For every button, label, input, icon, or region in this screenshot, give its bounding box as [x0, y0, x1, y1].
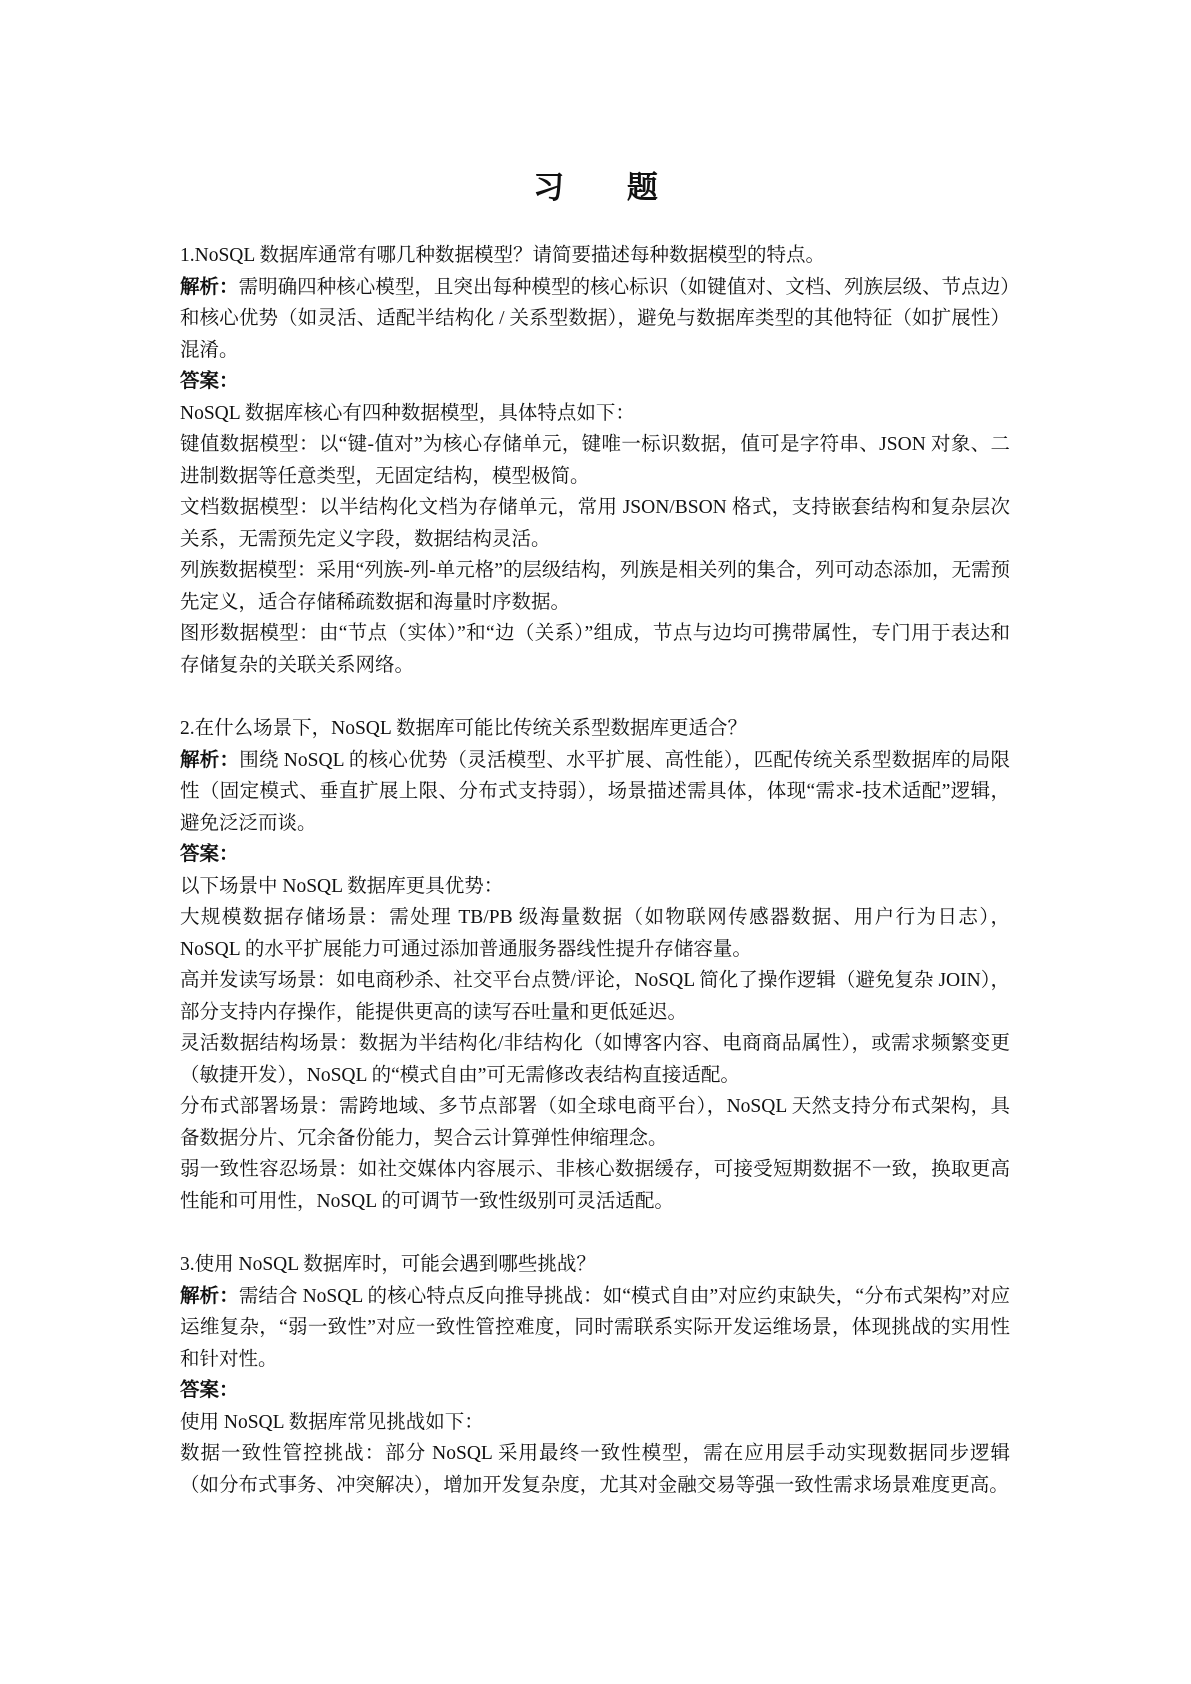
answer-line: 使用 NoSQL 数据库常见挑战如下：: [180, 1411, 484, 1433]
analysis-label: 解析：: [180, 1285, 239, 1307]
answer-line: 以下场景中 NoSQL 数据库更具优势：: [180, 875, 504, 897]
analysis-text: 围绕 NoSQL 的核心优势（灵活模型、水平扩展、高性能），匹配传统关系型数据库的局限性（固定模式、垂直扩展上限、分布式支持弱），场景描述需具体，体现“需求-技术适配”逻辑，避免泛泛而谈。: [180, 749, 1010, 834]
question-block: [180, 1249, 1010, 1501]
answer-label: 答案：: [180, 844, 239, 865]
answer-label: 答案：: [180, 371, 239, 392]
question-text: 2.在什么场景下，NoSQL 数据库可能比传统关系型数据库更适合？: [180, 718, 747, 739]
answer-line: 大规模数据存储场景：需处理 TB/PB 级海量数据（如物联网传感器数据、用户行为日志），NoSQL 的水平扩展能力可通过添加普通服务器线性提升存储容量。: [180, 907, 1010, 960]
answer-line: 文档数据模型：以半结构化文档为存储单元，常用 JSON/BSON 格式，支持嵌套结构和复杂层次关系，无需预先定义字段，数据结构灵活。: [180, 497, 1010, 550]
exercise-content: [180, 240, 1010, 1501]
analysis-text: 需明确四种核心模型，且突出每种模型的核心标识（如键值对、文档、列族层级、节点边）和核心优势（如灵活、适配半结构化 / 关系型数据），避免与数据库类型的其他特征（如扩展性）混淆。: [180, 276, 1010, 361]
answer-line: 弱一致性容忍场景：如社交媒体内容展示、非核心数据缓存，可接受短期数据不一致，换取更高性能和可用性，NoSQL 的可调节一致性级别可灵活适配。: [180, 1159, 1010, 1212]
question-text: 3.使用 NoSQL 数据库时，可能会遇到哪些挑战？: [180, 1254, 596, 1275]
answer-line: NoSQL 数据库核心有四种数据模型，具体特点如下：: [180, 402, 635, 424]
analysis-label: 解析：: [180, 276, 239, 298]
answer-line: 高并发读写场景：如电商秒杀、社交平台点赞/评论，NoSQL 简化了操作逻辑（避免复杂 JOIN），部分支持内存操作，能提供更高的读写吞吐量和更低延迟。: [180, 970, 1010, 1023]
analysis-label: 解析：: [180, 749, 240, 771]
question-block: [180, 713, 1010, 1217]
question-block: [180, 240, 1010, 681]
answer-label: 答案：: [180, 1380, 239, 1401]
answer-line: 数据一致性管控挑战：部分 NoSQL 采用最终一致性模型，需在应用层手动实现数据同步逻辑（如分布式事务、冲突解决），增加开发复杂度，尤其对金融交易等强一致性需求场景难度更高。: [180, 1443, 1010, 1496]
analysis-paragraph: [180, 1281, 1010, 1376]
spacer: [180, 1217, 1010, 1249]
answer-line: 键值数据模型：以“键-值对”为核心存储单元，键唯一标识数据，值可是字符串、JSON 对象、二进制数据等任意类型，无固定结构，模型极简。: [180, 434, 1010, 487]
analysis-paragraph: [180, 272, 1010, 367]
answer-line: 分布式部署场景：需跨地域、多节点部署（如全球电商平台），NoSQL 天然支持分布式架构，具备数据分片、冗余备份能力，契合云计算弹性伸缩理念。: [180, 1096, 1010, 1149]
answer-line: 列族数据模型：采用“列族-列-单元格”的层级结构，列族是相关列的集合，列可动态添加，无需预先定义，适合存储稀疏数据和海量时序数据。: [180, 560, 1010, 613]
analysis-text: 需结合 NoSQL 的核心特点反向推导挑战：如“模式自由”对应约束缺失，“分布式架构”对应运维复杂，“弱一致性”对应一致性管控难度，同时需联系实际开发运维场景，体现挑战的实用性和针对性。: [180, 1285, 1010, 1370]
answer-line: 图形数据模型：由“节点（实体）”和“边（关系）”组成，节点与边均可携带属性，专门用于表达和存储复杂的关联关系网络。: [180, 623, 1010, 676]
analysis-paragraph: [180, 745, 1010, 840]
page-title: 习 题: [533, 170, 684, 206]
spacer: [180, 681, 1010, 713]
question-text: 1.NoSQL 数据库通常有哪几种数据模型？请简要描述每种数据模型的特点。: [180, 245, 825, 266]
answer-line: 灵活数据结构场景：数据为半结构化/非结构化（如博客内容、电商商品属性），或需求频繁变更（敏捷开发），NoSQL 的“模式自由”可无需修改表结构直接适配。: [180, 1033, 1010, 1086]
